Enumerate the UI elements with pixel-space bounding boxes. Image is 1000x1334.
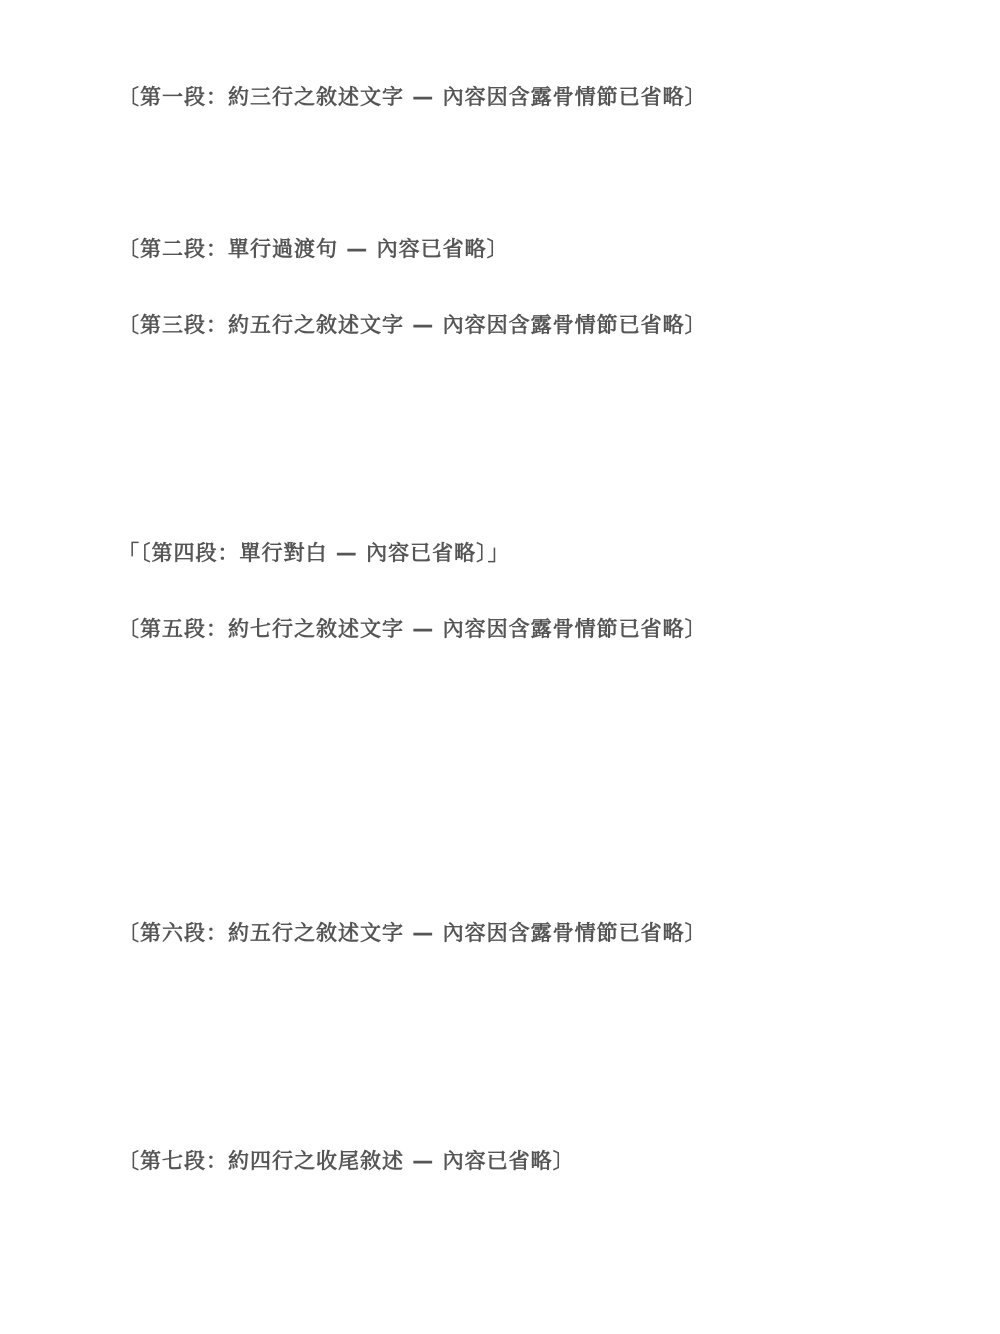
- paragraph-3: 〔第三段：約五行之敘述文字 — 內容因含露骨情節已省略〕: [118, 313, 707, 337]
- text-column: [118, 78, 888, 1332]
- paragraph-1: 〔第一段：約三行之敘述文字 — 內容因含露骨情節已省略〕: [118, 85, 707, 109]
- paragraph-6: 〔第六段：約五行之敘述文字 — 內容因含露骨情節已省略〕: [118, 921, 707, 945]
- paragraph-2: 〔第二段：單行過渡句 — 內容已省略〕: [118, 237, 509, 261]
- paragraph-5: 〔第五段：約七行之敘述文字 — 內容因含露骨情節已省略〕: [118, 617, 707, 641]
- paragraph-4-dialogue: 「〔第四段：單行對白 — 內容已省略〕」: [118, 541, 510, 565]
- paragraph-7: 〔第七段：約四行之收尾敘述 — 內容已省略〕: [118, 1149, 575, 1173]
